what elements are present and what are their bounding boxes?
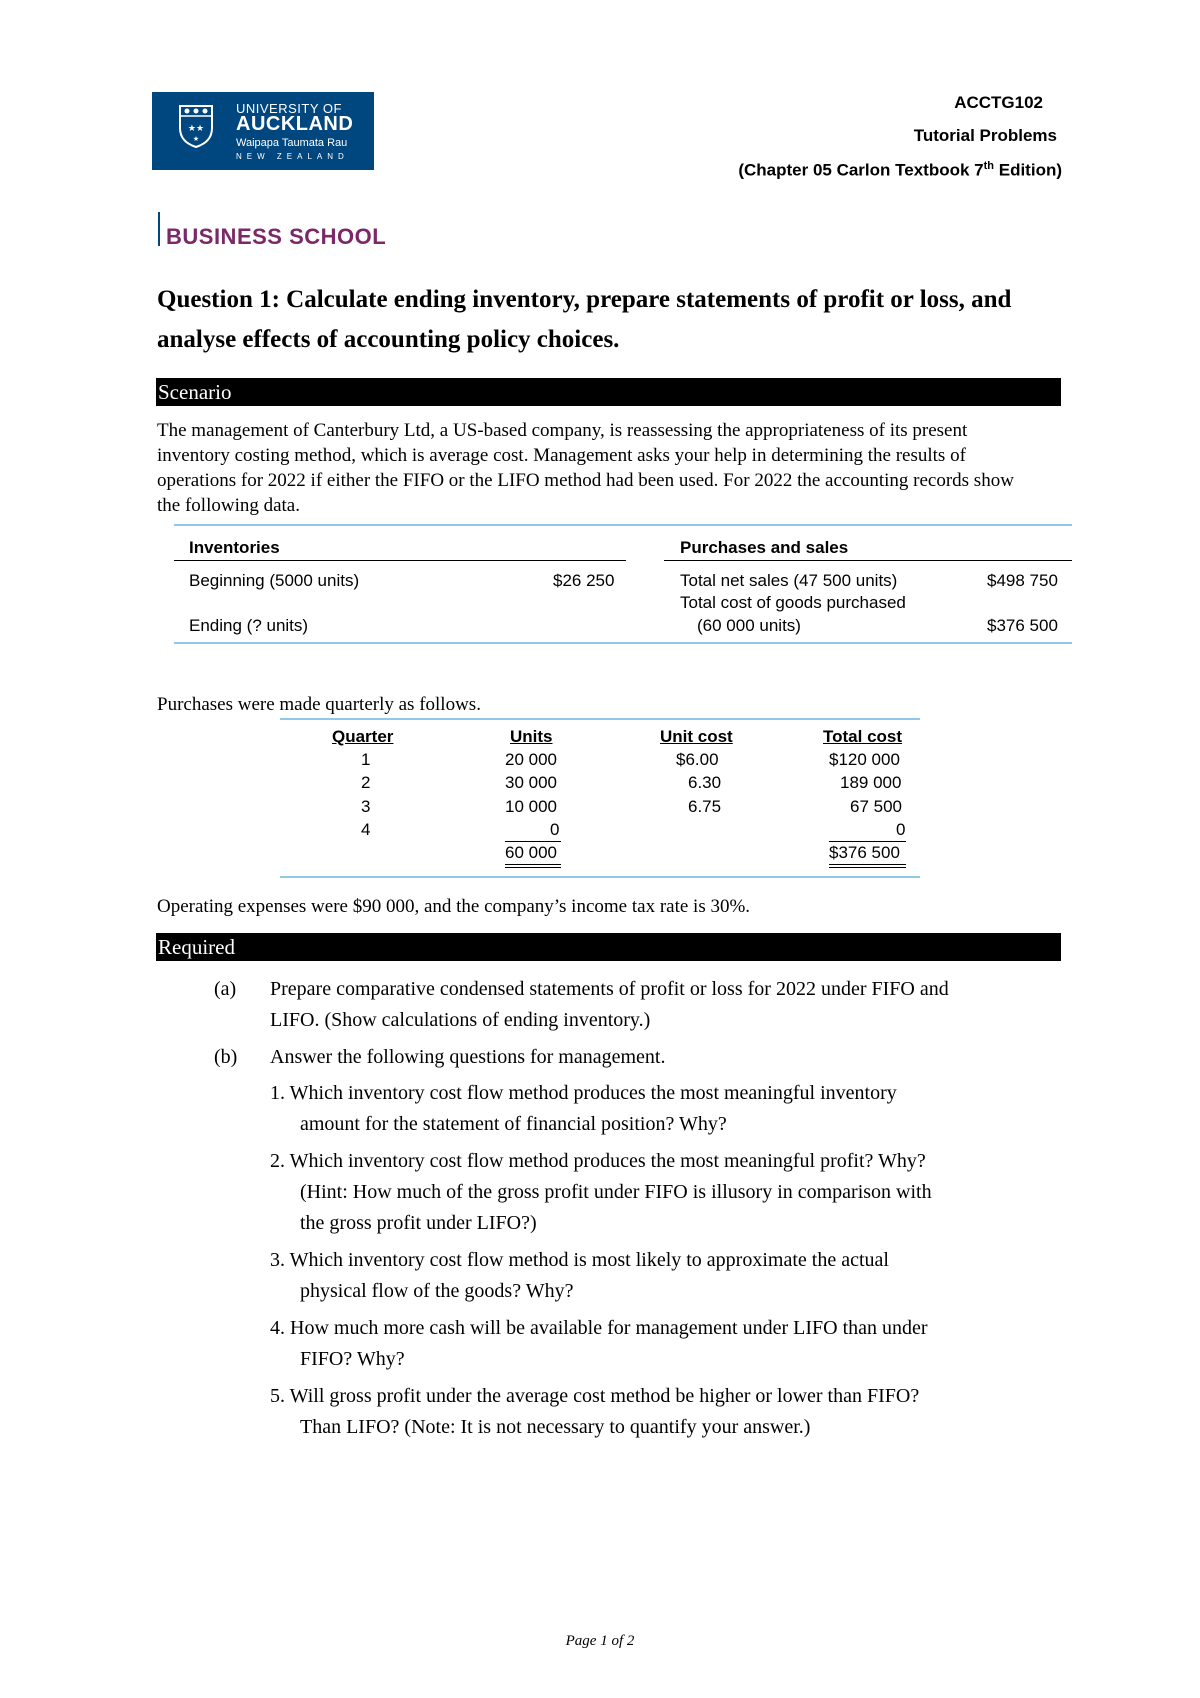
total-cost: $376 500 — [829, 843, 900, 862]
net-sales-value: $498 750 — [987, 571, 1058, 590]
units-double-rule-1 — [505, 864, 561, 865]
q-row2-unit-cost: 6.30 — [688, 773, 722, 792]
question-4-line-2: FIFO? Why? — [300, 1348, 405, 1370]
ending-label: Ending (? units) — [189, 616, 309, 635]
cost-value: $376 500 — [987, 616, 1058, 635]
required-a-marker: (a) — [214, 978, 237, 1000]
question-4-line-1: 4. How much more cash will be available for management under LIFO than under — [270, 1317, 928, 1339]
course-code: ACCTG102 — [954, 93, 1043, 112]
chapter-sup: th — [983, 160, 995, 172]
question-1-line-1: 1. Which inventory cost flow method produces the most meaningful inventory — [270, 1082, 897, 1104]
logo-line-1: UNIVERSITY OF — [236, 101, 342, 116]
chapter-edition: Edition) — [994, 160, 1062, 180]
logo-line-4: NEW ZEALAND — [236, 152, 349, 161]
logo-line-3: Waipapa Taumata Rau — [236, 137, 348, 149]
required-b-marker: (b) — [214, 1046, 238, 1068]
question-5-line-2: Than LIFO? (Note: It is not necessary to quantify your answer.) — [300, 1416, 811, 1438]
chapter-text: (Chapter 05 Carlon Textbook 7 — [738, 160, 984, 180]
svg-text:★★: ★★ — [187, 124, 205, 134]
cost-label-1: Total cost of goods purchased — [680, 593, 906, 612]
page-number: Page 1 of 2 — [565, 1633, 635, 1649]
q-row2-quarter: 2 — [361, 773, 371, 792]
quarterly-bottom-rule — [280, 876, 920, 878]
scenario-heading: Scenario — [156, 378, 1061, 406]
question-1-line-2: amount for the statement of financial position? Why? — [300, 1113, 727, 1135]
inventories-rule — [174, 560, 626, 561]
q-row3-unit-cost: 6.75 — [688, 797, 722, 816]
q-row3-total: 67 500 — [850, 797, 902, 816]
inventories-heading: Inventories — [189, 538, 280, 557]
quarterly-top-rule — [280, 718, 920, 720]
q-row3-quarter: 3 — [361, 797, 371, 816]
svg-text:★: ★ — [192, 135, 200, 143]
question-2-line-3: the gross profit under LIFO?) — [300, 1212, 537, 1234]
question-title: Question 1: Calculate ending inventory, prepare statements of profit or loss, and analyse effects of accounting policy choices. — [157, 286, 1012, 353]
school-divider — [158, 212, 160, 246]
q-row2-total: 189 000 — [840, 773, 902, 792]
question-2-line-2: (Hint: How much of the gross profit under FIFO is illusory in comparison with — [300, 1181, 932, 1203]
qh-quarter: Quarter — [332, 727, 394, 746]
purchases-rule — [664, 560, 1072, 561]
tutorial-title: Tutorial Problems — [913, 126, 1057, 145]
cost-sum-rule — [829, 841, 906, 842]
q-row1-quarter: 1 — [361, 750, 371, 769]
cost-double-rule-2 — [829, 867, 906, 868]
operating-expenses-note: Operating expenses were $90 000, and the company’s income tax rate is 30%. — [157, 896, 751, 917]
units-double-rule-2 — [505, 867, 561, 868]
cost-label-2: (60 000 units) — [697, 616, 801, 635]
qh-units: Units — [510, 727, 553, 746]
crest-icon — [178, 104, 214, 148]
q-row4-units: 0 — [550, 820, 560, 839]
q-row4-quarter: 4 — [361, 820, 371, 839]
qh-unit-cost: Unit cost — [660, 727, 733, 746]
q-row1-total: $120 000 — [829, 750, 900, 769]
qh-total-cost: Total cost — [823, 727, 903, 746]
q-row1-unit-cost: $6.00 — [676, 750, 719, 769]
q-row2-units: 30 000 — [505, 773, 557, 792]
required-a-text: Prepare comparative condensed statements of profit or loss for 2022 under FIFO and LIFO. (Show calculations of ending inventory.) — [270, 978, 949, 1031]
table-top-rule — [174, 524, 1072, 526]
q-row3-units: 10 000 — [505, 797, 557, 816]
scenario-intro: The management of Canterbury Ltd, a US-based company, is reassessing the appropriateness of its present inventory costing method, which is average cost. Management asks your help in determining the results of operations for 2022 if either the FIFO or the LIFO method had been used. For 2022 the accounting records show the following data. — [157, 420, 1014, 516]
purchases-heading: Purchases and sales — [680, 538, 849, 557]
business-school-label: BUSINESS SCHOOL — [166, 224, 387, 249]
university-logo — [152, 92, 374, 170]
question-5-line-1: 5. Will gross profit under the average cost method be higher or lower than FIFO? — [270, 1385, 920, 1407]
question-2-line-1: 2. Which inventory cost flow method produces the most meaningful profit? Why? — [270, 1150, 926, 1172]
purchases-intro: Purchases were made quarterly as follows. — [157, 694, 481, 715]
q-row4-total: 0 — [896, 820, 906, 839]
total-units: 60 000 — [505, 843, 557, 862]
chapter-reference — [738, 160, 1062, 181]
question-3-line-1: 3. Which inventory cost flow method is most likely to approximate the actual — [270, 1249, 889, 1271]
table-bottom-rule — [174, 642, 1072, 644]
beginning-value: $26 250 — [553, 571, 615, 590]
q-row1-units: 20 000 — [505, 750, 557, 769]
beginning-label: Beginning (5000 units) — [189, 571, 360, 590]
required-b-text: Answer the following questions for management. — [270, 1046, 666, 1068]
cost-double-rule-1 — [829, 864, 906, 865]
units-sum-rule — [505, 841, 561, 842]
logo-line-2: AUCKLAND — [236, 113, 354, 135]
question-3-line-2: physical flow of the goods? Why? — [300, 1280, 574, 1302]
required-heading: Required — [156, 933, 1061, 961]
net-sales-label: Total net sales (47 500 units) — [680, 571, 898, 590]
